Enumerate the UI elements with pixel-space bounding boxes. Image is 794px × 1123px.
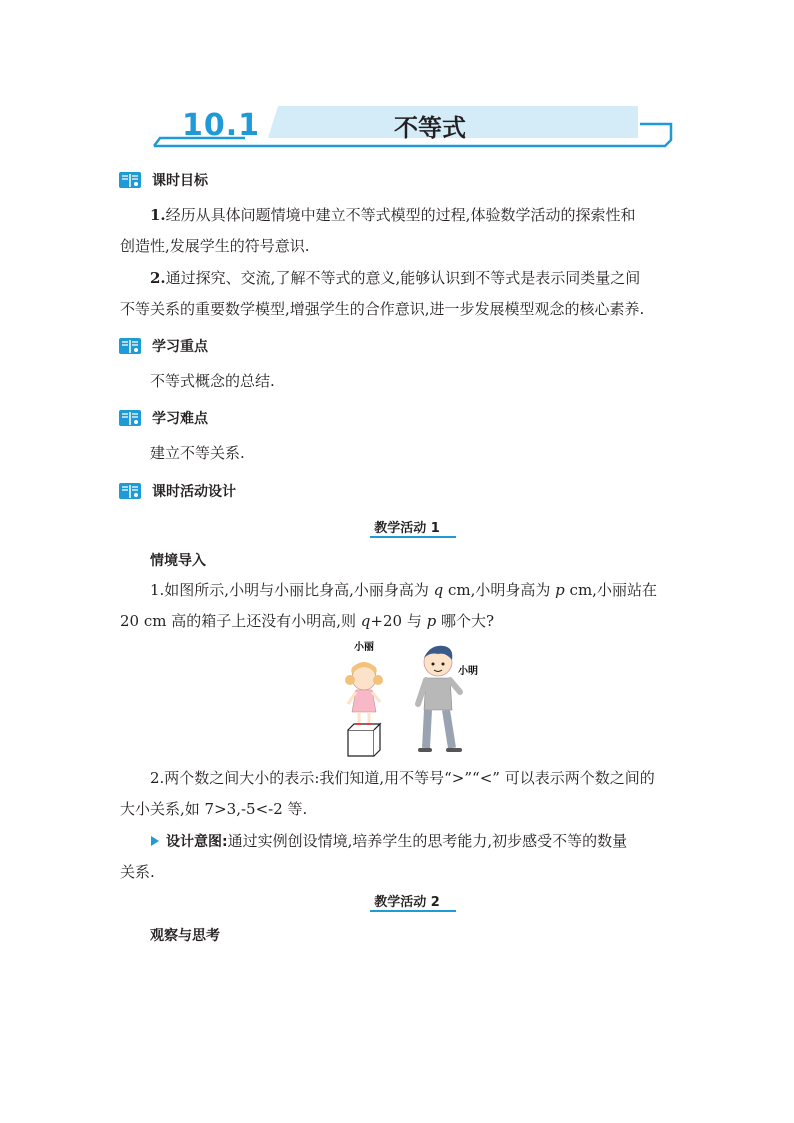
- text: 经历从具体问题情境中建立不等式模型的过程,体验数学活动的探索性和: [165, 206, 636, 224]
- text: cm,小明身高为: [443, 581, 556, 599]
- var-p: p: [426, 612, 437, 630]
- difficulties-text: 建立不等关系.: [150, 444, 245, 462]
- section-objectives: [118, 168, 208, 192]
- girl-figure: [345, 662, 383, 724]
- section-activity-design: [118, 479, 236, 503]
- design-intent: [150, 826, 670, 858]
- objective-2: [150, 263, 670, 294]
- boy-figure: [418, 646, 460, 750]
- chapter-title: 不等式: [394, 113, 466, 142]
- section-label: 学习重点: [152, 339, 208, 355]
- activity-1-subtitle: 情境导入: [150, 553, 206, 569]
- girl-label: 小丽: [354, 642, 374, 653]
- text: 通过实例创设情境,培养学生的思考能力,初步感受不等的数量: [227, 832, 628, 850]
- design-label: 设计意图:: [166, 834, 228, 850]
- activity-1-paragraph-1: [150, 575, 670, 606]
- design-intent-cont: 关系.: [120, 863, 155, 881]
- objective-1: [150, 200, 670, 231]
- activity-1-title: 教学活动 1: [374, 521, 440, 536]
- activity-1-paragraph-2-cont: 大小关系,如 7>3,-5<-2 等.: [120, 800, 308, 818]
- height-comparison-illustration: [330, 640, 490, 760]
- activity-2-title: 教学活动 2: [374, 895, 440, 910]
- key-points-text: 不等式概念的总结.: [150, 372, 275, 390]
- text: +20 与: [370, 612, 427, 630]
- activity-1-paragraph-2: 2.两个数之间大小的表示:我们知道,用不等号“>”“<” 可以表示两个数之间的: [150, 769, 655, 787]
- section-label: 学习难点: [152, 411, 208, 427]
- book-icon: [118, 408, 142, 428]
- objective-1-cont: 创造性,发展学生的符号意识.: [120, 237, 310, 255]
- text: 20 cm 高的箱子上还没有小明高,则: [120, 612, 361, 630]
- text: 1.如图所示,小明与小丽比身高,小丽身高为: [150, 581, 434, 599]
- text: 哪个大?: [436, 612, 495, 630]
- var-q: q: [433, 581, 444, 599]
- var-p: p: [555, 581, 565, 599]
- book-icon: [118, 170, 142, 190]
- book-icon: [118, 336, 142, 356]
- section-difficulties: [118, 406, 208, 430]
- activity-1-paragraph-1-cont: [120, 606, 670, 637]
- section-key-points: [118, 334, 208, 358]
- objective-2-cont: 不等关系的重要数学模型,增强学生的合作意识,进一步发展模型观念的核心素养.: [120, 300, 645, 318]
- var-q: q: [360, 612, 371, 630]
- text: 通过探究、交流,了解不等式的意义,能够认识到不等式是表示同类量之间: [165, 269, 641, 287]
- section-label: 课时目标: [152, 173, 208, 189]
- box: [348, 724, 380, 756]
- item-number: 1.: [150, 206, 166, 224]
- triangle-marker-icon: [150, 835, 160, 847]
- text: cm,小丽站在: [564, 581, 657, 599]
- activity-2-underline: [370, 910, 456, 912]
- activity-2-subtitle: 观察与思考: [150, 928, 220, 944]
- item-number: 2.: [150, 269, 166, 287]
- activity-1-underline: [370, 536, 456, 538]
- section-label: 课时活动设计: [152, 484, 236, 500]
- chapter-number: 10.1: [182, 108, 261, 143]
- book-icon: [118, 481, 142, 501]
- boy-label: 小明: [458, 666, 478, 677]
